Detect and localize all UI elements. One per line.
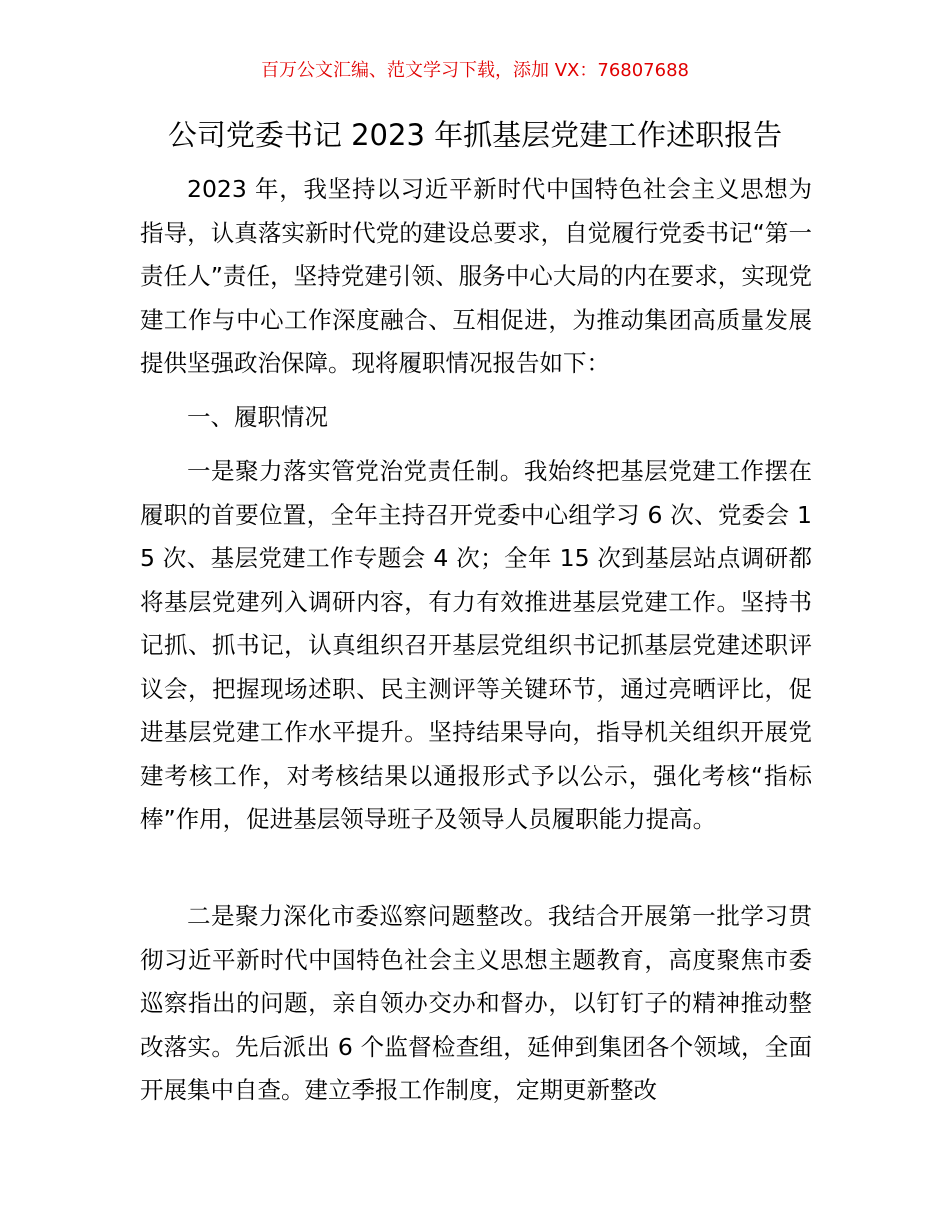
document-title: 公司党委书记 2023 年抓基层党建工作述职报告 [167, 118, 783, 152]
paragraph-intro: 2023 年，我坚持以习近平新时代中国特色社会主义思想为指导，认真落实新时代党的建设总要求，自觉履行党委书记“第一责任人”责任，坚持党建引领、服务中心大局的内在要求，实现党建工作与中心工作深度融合、互相促进，为推动集团高质量发展提供坚强政治保障。现将履职情况报告如下： [140, 175, 812, 377]
promo-header: 百万公文汇编、范文学习下载，添加 VX：76807688 [261, 60, 689, 81]
paragraph-second-point: 二是聚力深化市委巡察问题整改。我结合开展第一批学习贯彻习近平新时代中国特色社会主义思想主题教育，高度聚焦市委巡察指出的问题，亲自领办交办和督办，以钉钉子的精神推动整改落实。先后派出 6 个监督检查组，延伸到集团各个领域，全面开展集中自查。建立季报工作制度，定期更新整改 [140, 902, 812, 1104]
paragraph-first-point: 一是聚力落实管党治党责任制。我始终把基层党建工作摆在履职的首要位置，全年主持召开党委中心组学习 6 次、党委会 15 次、基层党建工作专题会 4 次；全年 15 次到基层站点调研都将基层党建列入调研内容，有力有效推进基层党建工作。坚持书记抓、抓书记，认真组织召开基层党组织书记抓基层党建述职评议会，把握现场述职、民主测评等关键环节，通过亮晒评比，促进基层党建工作水平提升。坚持结果导向，指导机关组织开展党建考核工作，对考核结果以通报形式予以公示，强化考核“指标棒”作用，促进基层领导班子及领导人员履职能力提高。 [140, 457, 812, 833]
section-heading: 一、履职情况 [187, 403, 328, 431]
